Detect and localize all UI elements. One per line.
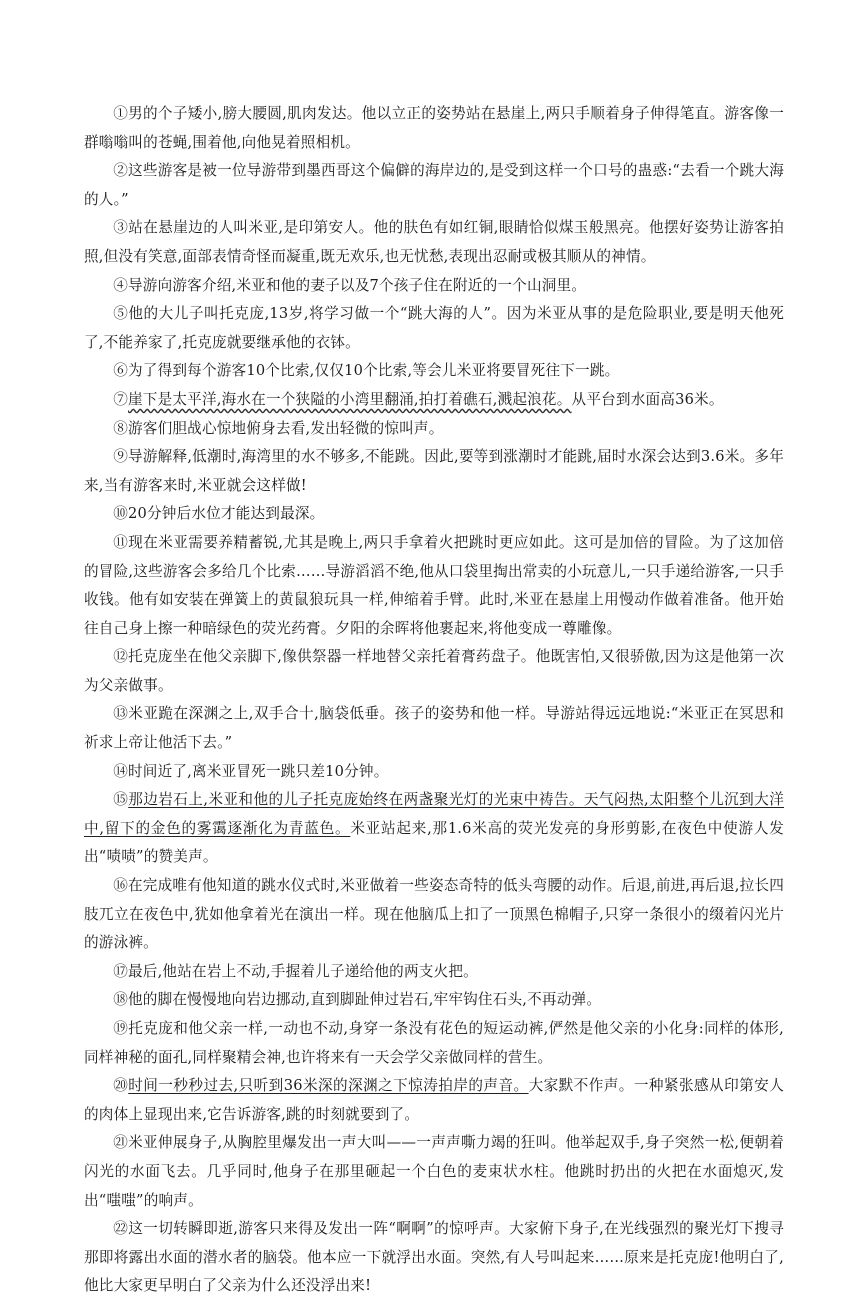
paragraph-number: ⑧ — [113, 419, 128, 437]
underlined-sentence: 崖下是太平洋,海水在一个狭隘的小湾里翻涌,拍打着礁石,溅起浪花。 — [127, 390, 572, 408]
paragraph-text: 站在悬崖边的人叫米亚,是印第安人。他的肤色有如红铜,眼睛恰似煤玉般黑亮。他摆好姿势让游客拍照,但没有笑意,面部表情奇怪而凝重,既无欢乐,也无忧愁,表现出忍耐或极其顺从的神情。 — [84, 219, 784, 265]
paragraph-number: ⑳ — [113, 1077, 129, 1095]
paragraph-text: 时间近了,离米亚冒死一跳只差10分钟。 — [127, 762, 389, 780]
paragraph-number: ⑰ — [113, 962, 128, 980]
paragraph-text: 在完成唯有他知道的跳水仪式时,米亚做着一些姿态奇特的低头弯腰的动作。后退,前进,再后退,拉长四肢兀立在夜色中,犹如他拿着光在演出一样。现在他脑瓜上扣了一顶黑色棉帽子,只穿一条很小的缀着闪光片的游泳裤。 — [84, 877, 784, 952]
paragraph — [84, 758, 784, 787]
paragraph-number: ⑥ — [113, 362, 128, 380]
paragraph-number: ④ — [113, 276, 128, 294]
paragraph-text: 为了得到每个游客10个比索,仅仅10个比索,等会儿米亚将要冒死往下一跳。 — [127, 362, 620, 380]
paragraph-text: 这些游客是被一位导游带到墨西哥这个偏僻的海岸边的,是受到这样一个口号的蛊惑:“去看一个跳大海的人。” — [84, 162, 784, 208]
paragraph — [84, 1072, 784, 1129]
paragraph-text: 米亚跪在深渊之上,双手合十,脑袋低垂。孩子的姿势和他一样。导游站得远远地说:“米亚正在冥思和祈求上帝让他活下去。” — [84, 705, 785, 752]
paragraph — [84, 443, 784, 500]
paragraph-number: ⑱ — [113, 991, 128, 1009]
article-body — [84, 100, 784, 1301]
paragraph — [84, 872, 784, 958]
paragraph-number: ⑪ — [113, 533, 129, 551]
paragraph-text: 从平台到水面高36米。 — [571, 390, 724, 408]
paragraph — [84, 500, 784, 529]
paragraph — [84, 300, 784, 357]
paragraph — [84, 415, 784, 444]
paragraph — [84, 214, 784, 271]
paragraph — [84, 786, 784, 872]
paragraph-text: 大家默不作声。一种紧张感从印第安人的肉体上显现出来,它告诉游客,跳的时刻就要到了。 — [84, 1077, 785, 1123]
paragraph — [84, 386, 784, 415]
paragraph-text: 导游解释,低潮时,海湾里的水不够多,不能跳。因此,要等到涨潮时才能跳,届时水深会达到3.6米。多年来,当有游客来时,米亚就会这样做! — [84, 448, 784, 494]
paragraph — [84, 1129, 784, 1215]
paragraph-number: ⑨ — [113, 448, 129, 466]
paragraph — [84, 1015, 784, 1072]
paragraph-number: ① — [113, 105, 129, 122]
paragraph — [84, 529, 784, 643]
paragraph-number: ⑤ — [113, 305, 129, 323]
paragraph — [84, 1215, 784, 1301]
paragraph — [84, 958, 784, 987]
paragraph — [84, 100, 784, 157]
underlined-sentence: 那边岩石上,米亚和他的儿子托克庞始终在两盏聚光灯的光束中祷告。天气闷热,太阳整个儿沉到大洋中,留下的金色的雾霭逐渐化为青蓝色。 — [84, 791, 784, 837]
paragraph-number: ⑩ — [113, 505, 128, 523]
paragraph-number: ⑫ — [113, 648, 129, 666]
paragraph-number: ㉒ — [113, 1220, 129, 1238]
paragraph-text: 他的脚在慢慢地向岩边挪动,直到脚趾伸过岩石,牢牢钩住石头,不再动弹。 — [127, 991, 602, 1009]
paragraph — [84, 986, 784, 1015]
paragraph-number: ㉑ — [113, 1134, 129, 1152]
paragraph-number: ⑭ — [113, 762, 128, 780]
paragraph-number: ⑯ — [113, 877, 128, 895]
paragraph-number: ③ — [113, 219, 129, 237]
paragraph-text: 最后,他站在岩上不动,手握着儿子递给他的两支火把。 — [127, 962, 478, 980]
paragraph — [84, 357, 784, 386]
paragraph — [84, 643, 784, 700]
paragraph-number: ② — [113, 162, 129, 180]
paragraph — [84, 700, 784, 757]
paragraph — [84, 272, 784, 301]
paragraph-text: 米亚伸展身子,从胸腔里爆发出一声大叫——一声声嘶力竭的狂叫。他举起双手,身子突然一松,便朝着闪光的水面飞去。几乎同时,他身子在那里砸起一个白色的麦束状水柱。他跳时扔出的火把在水面熄灭,发出“嗤嗤”的响声。 — [84, 1134, 785, 1209]
paragraph-text: 现在米亚需要养精蓄锐,尤其是晚上,两只手拿着火把跳时更应如此。这可是加倍的冒险。为了这加倍的冒险,这些游客会多给几个比索……导游滔滔不绝,他从口袋里掏出常卖的小玩意儿,一只手递给游客,一只手收钱。他有如安装在弹簧上的黄鼠狼玩具一样,伸缩着手臂。此时,米亚在悬崖上用慢动作做着准备。他开始往自己身上擦一种暗绿色的荧光药膏。夕阳的余晖将他裹起来,将他变成一尊雕像。 — [84, 533, 784, 637]
paragraph-text: 托克庞和他父亲一样,一动也不动,身穿一条没有花色的短运动裤,俨然是他父亲的小化身:同样的体形,同样神秘的面孔,同样聚精会神,也许将来有一天会学父亲做同样的营生。 — [84, 1020, 784, 1066]
paragraph — [84, 157, 784, 214]
paragraph-text: 托克庞坐在他父亲脚下,像供祭器一样地替父亲托着膏药盘子。他既害怕,又很骄傲,因为这是他第一次为父亲做事。 — [84, 648, 785, 694]
paragraph-number: ⑦ — [113, 390, 128, 408]
paragraph-text: 这一切转瞬即逝,游客只来得及发出一阵“啊啊”的惊呼声。大家俯下身子,在光线强烈的聚光灯下搜寻那即将露出水面的潜水者的脑袋。他本应一下就浮出水面。突然,有人号叫起来……原来是托克庞!他明白了,他比大家更早明白了父亲为什么还没浮出来! — [84, 1220, 785, 1295]
paragraph-number: ⑮ — [113, 791, 129, 809]
paragraph-text: 20分钟后水位才能达到最深。 — [127, 505, 325, 523]
paragraph-number: ⑬ — [113, 705, 129, 723]
paragraph-number: ⑲ — [113, 1020, 129, 1037]
paragraph-text: 男的个子矮小,膀大腰圆,肌肉发达。他以立正的姿势站在悬崖上,两只手顺着身子伸得笔直。游客像一群嗡嗡叫的苍蝇,围着他,向他晃着照相机。 — [84, 105, 785, 151]
paragraph-text: 导游向游客介绍,米亚和他的妻子以及7个孩子住在附近的一个山洞里。 — [127, 276, 587, 294]
paragraph-text: 米亚站起来,那1.6米高的荧光发亮的身形剪影,在夜色中使游人发出“啧啧”的赞美声。 — [84, 819, 784, 866]
paragraph-text: 他的大儿子叫托克庞,13岁,将学习做一个“跳大海的人”。因为米亚从事的是危险职业,要是明天他死了,不能养家了,托克庞就要继承他的衣钵。 — [84, 305, 784, 351]
underlined-sentence: 时间一秒秒过去,只听到36米深的深渊之下惊涛拍岸的声音。 — [128, 1077, 529, 1095]
paragraph-text: 游客们胆战心惊地俯身去看,发出轻微的惊叫声。 — [127, 419, 444, 437]
